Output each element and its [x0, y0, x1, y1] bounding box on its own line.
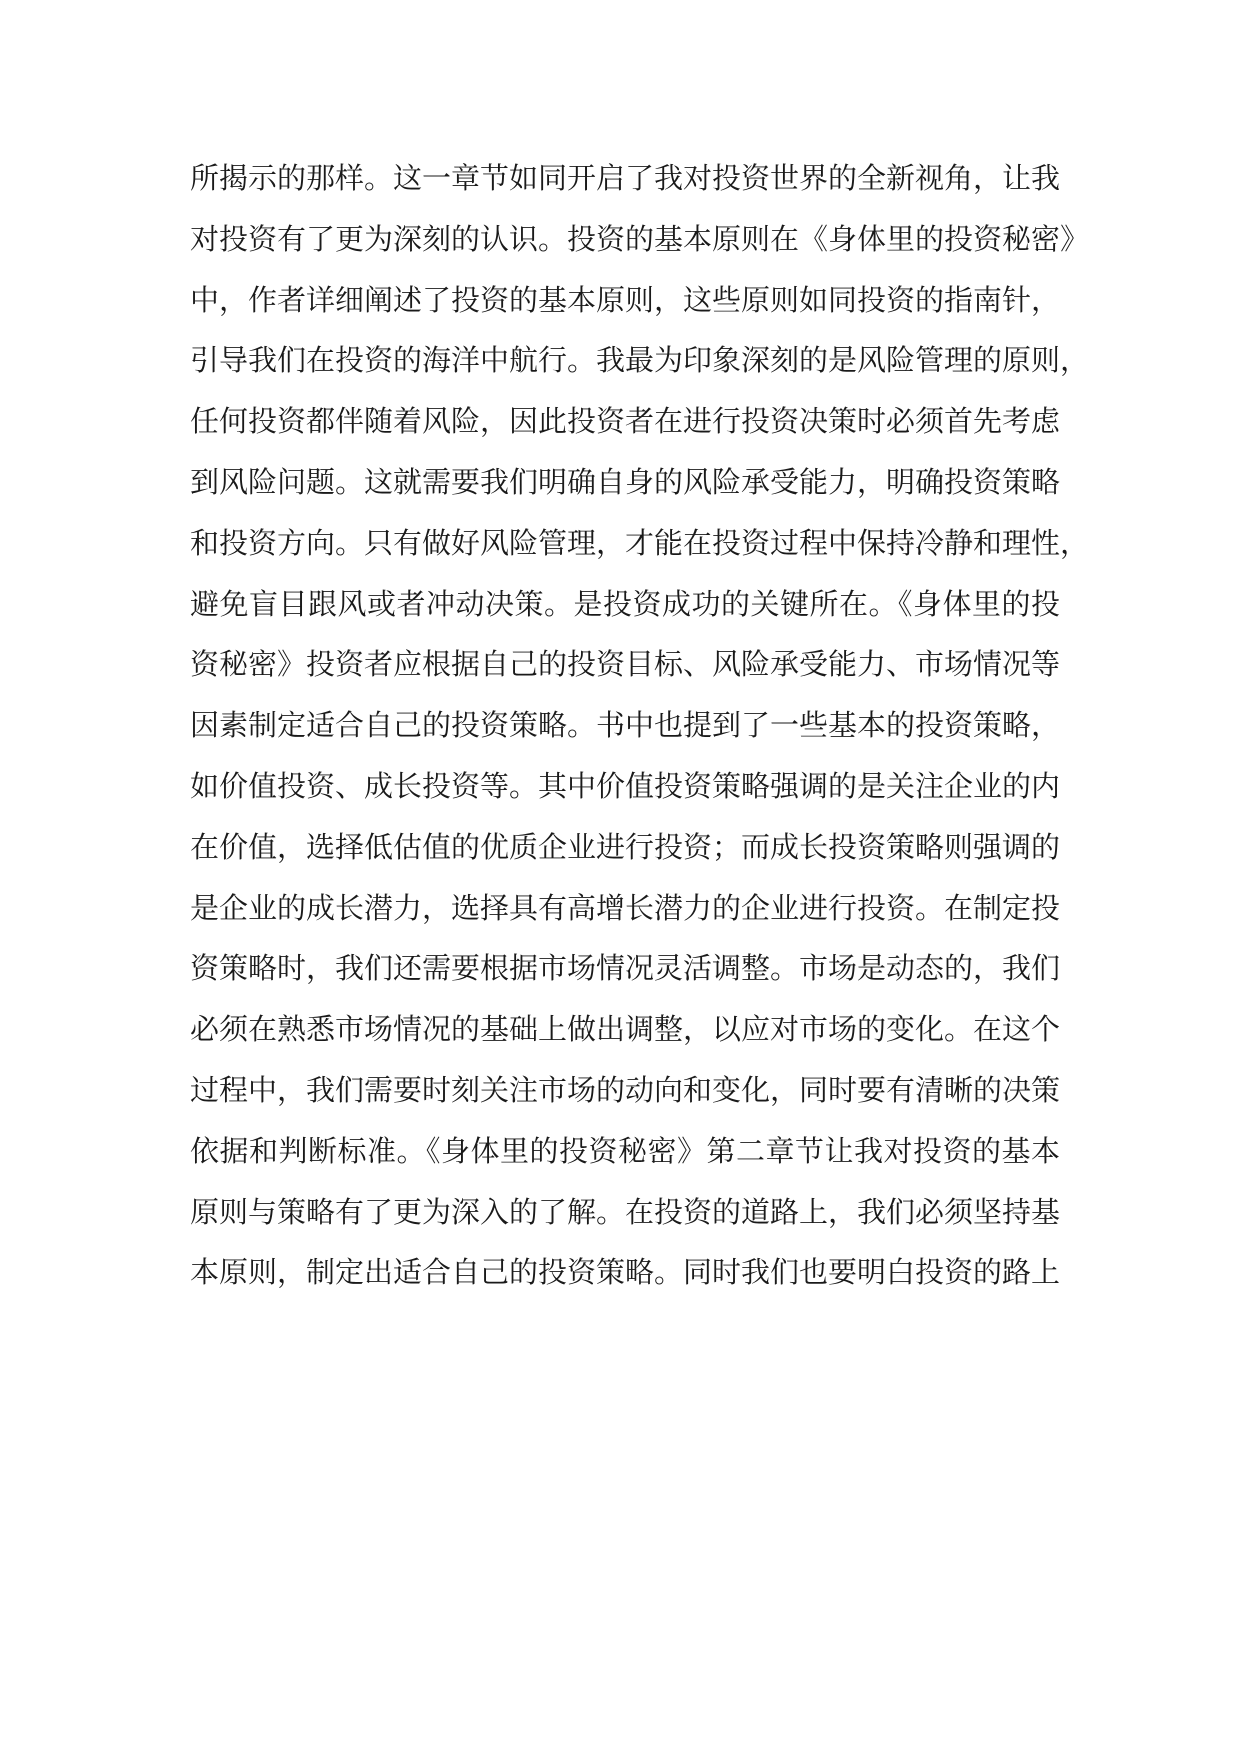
text-line: 中，作者详细阐述了投资的基本原则，这些原则如同投资的指南针，	[190, 282, 1061, 317]
text-line: 原则与策略有了更为深入的了解。在投资的道路上，我们必须坚持基	[190, 1194, 1061, 1229]
text-line: 避免盲目跟风或者冲动决策。是投资成功的关键所在。《身体里的投	[190, 586, 1060, 621]
text-line: 是企业的成长潜力，选择具有高增长潜力的企业进行投资。在制定投	[190, 890, 1061, 925]
text-line: 依据和判断标准。《身体里的投资秘密》第二章节让我对投资的基本	[190, 1133, 1060, 1168]
text-line: 本原则，制定出适合自己的投资策略。同时我们也要明白投资的路上	[190, 1255, 1061, 1290]
body-text	[190, 148, 1090, 1303]
text-line: 所揭示的那样。这一章节如同开启了我对投资世界的全新视角，让我	[190, 161, 1061, 195]
text-line: 任何投资都伴随着风险，因此投资者在进行投资决策时必须首先考虑	[190, 404, 1061, 439]
text-line: 对投资有了更为深刻的认识。投资的基本原则在《身体里的投资秘密》	[190, 221, 1090, 256]
text-line: 过程中，我们需要时刻关注市场的动向和变化，同时要有清晰的决策	[190, 1072, 1061, 1107]
text-line: 到风险问题。这就需要我们明确自身的风险承受能力，明确投资策略	[190, 464, 1061, 499]
text-line: 如价值投资、成长投资等。其中价值投资策略强调的是关注企业的内	[190, 768, 1061, 803]
text-line: 和投资方向。只有做好风险管理，才能在投资过程中保持冷静和理性，	[190, 525, 1090, 560]
text-line: 资秘密》投资者应根据自己的投资目标、风险承受能力、市场情况等	[190, 647, 1061, 682]
text-line: 必须在熟悉市场情况的基础上做出调整，以应对市场的变化。在这个	[190, 1012, 1061, 1047]
text-line: 资策略时，我们还需要根据市场情况灵活调整。市场是动态的，我们	[190, 951, 1061, 986]
text-line: 在价值，选择低估值的优质企业进行投资；而成长投资策略则强调的	[190, 829, 1061, 864]
text-line: 引导我们在投资的海洋中航行。我最为印象深刻的是风险管理的原则，	[190, 343, 1090, 378]
text-line: 因素制定适合自己的投资策略。书中也提到了一些基本的投资策略，	[190, 708, 1061, 743]
